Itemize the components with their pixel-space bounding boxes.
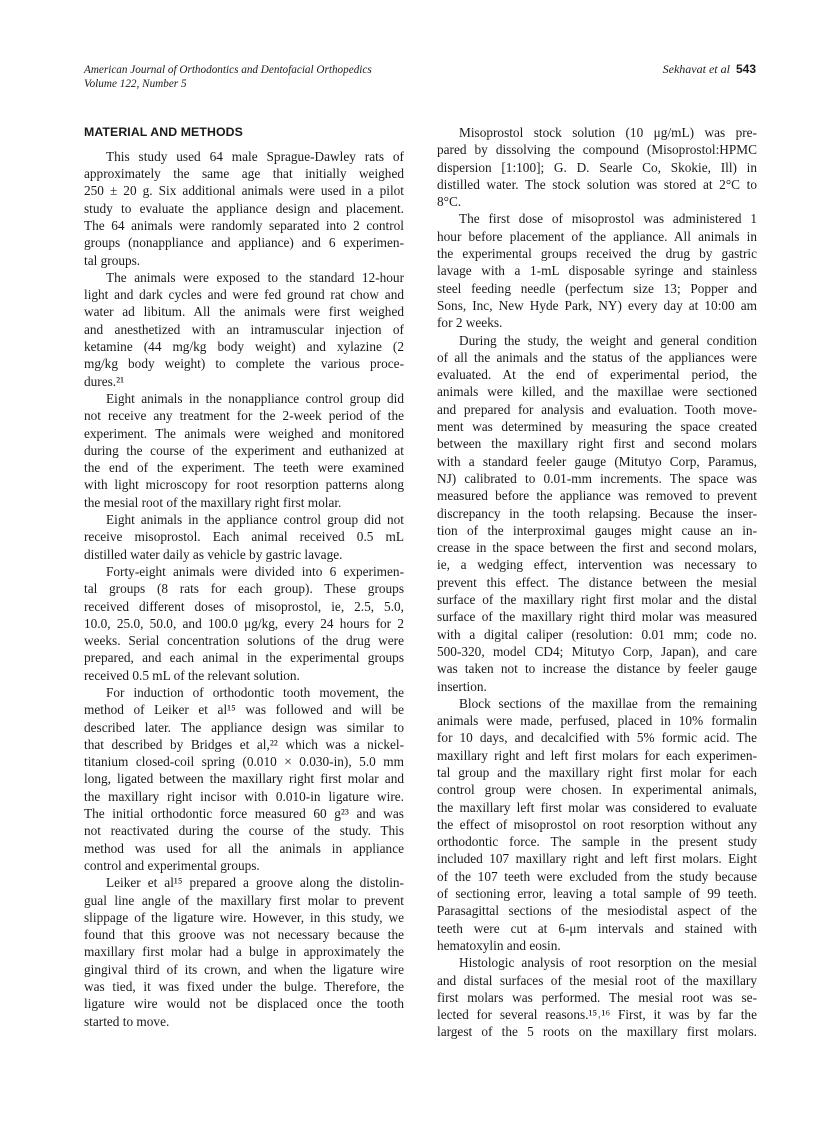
text-line: discrepancy in the tooth relapsing. Because the inser- (437, 505, 757, 521)
text-line: crease in the space between the first and second molars, (437, 540, 757, 556)
text-line: insertion. (437, 678, 487, 694)
text-line: with a standard feeler gauge (Mitutyo Corp, Paramus, (437, 453, 757, 469)
text-line: dispersion [1:100]; G. D. Searle Co, Skokie, Ill) in (437, 159, 757, 175)
text-line: with a digital caliper (resolution: 0.01 mm; code no. (437, 626, 757, 642)
text-line: Histologic analysis of root resorption on the mesial (459, 955, 757, 971)
text-line: tal groups (8 rats for each group). These groups (84, 581, 404, 597)
text-line: the end of the experiment. The teeth were examined (84, 460, 404, 476)
text-line: approximately the same age that initially weighed (84, 166, 404, 182)
paragraph (84, 684, 404, 874)
text-line: The initial orthodontic force measured 60 g²³ and was (84, 806, 404, 822)
text-line: measured before the appliance was removed to prevent (437, 488, 757, 504)
page-number: 543 (735, 62, 756, 76)
text-line: the maxillary right incisor with 0.010-in ligature wire. (84, 788, 404, 804)
text-line: lavage with a 1-mL disposable syringe and stainless (437, 263, 757, 279)
text-line: long, ligated between the maxillary right first molar and (84, 771, 404, 787)
text-line: between the maxillary right first and second molars (437, 436, 757, 452)
running-header-left (84, 63, 372, 91)
text-line: of all the animals and the status of the appliances were (437, 349, 757, 365)
right-column (437, 124, 757, 1041)
running-header-right (663, 62, 756, 76)
paragraph (84, 148, 404, 269)
text-line: mg/kg body weight) to complete the various proce- (84, 356, 404, 372)
text-line: that described by Bridges et al,²² which was a nickel- (84, 736, 404, 752)
text-line: for 2 weeks. (437, 315, 503, 331)
journal-volume: Volume 122, Number 5 (84, 78, 187, 90)
text-line: animals were killed, and the maxillae were sectioned (437, 384, 757, 400)
text-line: Eight animals in the appliance control group did not (106, 512, 404, 528)
text-line: not reactivated during the course of the study. This (84, 823, 404, 839)
text-line: the mesial root of the maxillary right first molar. (84, 494, 342, 510)
text-line: study to evaluate the appliance design and placement. (84, 200, 404, 216)
text-line: and anesthetized with an intramuscular injection of (84, 321, 404, 337)
text-line: tion of the interproximal gauges might cause an in- (437, 522, 757, 538)
text-line: the effect of misoprostol on root resorption without any (437, 816, 757, 832)
text-line: and distal surfaces of the mesial root of the maxillary (437, 972, 757, 988)
text-line: water ad libitum. All the animals were first weighed (84, 304, 404, 320)
text-line: prepared, and each animal in the experimental groups (84, 650, 404, 666)
text-line: surface of the maxillary right first molar and the distal (437, 592, 757, 608)
text-line: the experimental groups received the drug by gastric (437, 246, 757, 262)
text-line: ligature wire would not be displaced once the tooth (84, 996, 404, 1012)
paragraph (84, 874, 404, 1030)
text-line: weeks. Serial concentration solutions of the drug were (84, 633, 404, 649)
text-line: slippage of the ligature wire. However, in this study, we (84, 909, 404, 925)
text-line: For induction of orthodontic tooth movement, the (106, 685, 404, 700)
text-line: Forty-eight animals were divided into 6 experimen- (106, 563, 404, 579)
paragraph (84, 563, 404, 684)
text-line: Block sections of the maxillae from the remaining (459, 695, 757, 711)
text-line: gual line angle of the maxillary first molar to prevent (84, 892, 404, 908)
text-line: Misoprostol stock solution (10 μg/mL) was pre- (459, 125, 757, 140)
text-line: orthodontic force. The sample in the present study (437, 834, 757, 850)
text-line: tal groups. (84, 252, 141, 268)
text-line: with light microscopy for root resorption patterns along (84, 477, 404, 493)
text-line: lected for several reasons.¹⁵˒¹⁶ First, it was by far the (437, 1007, 757, 1023)
text-line: 10.0, 25.0, 50.0, and 100.0 μg/kg, every 24 hours for 2 (84, 615, 404, 631)
text-line: During the study, the weight and general condition (459, 332, 757, 348)
text-line: maxillary first molar had a bulge in approximately the (84, 944, 404, 960)
text-line: during the course of the experiment and euthanized at (84, 442, 404, 458)
paragraph (437, 332, 757, 695)
text-line: ketamine (44 mg/kg body weight) and xylazine (2 (84, 339, 404, 355)
text-line: This study used 64 male Sprague-Dawley rats of (106, 148, 404, 164)
text-line: steel feeding needle (perfectum size 13; Popper and (437, 280, 757, 296)
text-line: dures.²¹ (84, 373, 125, 389)
paragraph (437, 124, 757, 210)
paragraph (437, 954, 757, 1040)
text-line: included 107 maxillary right and left first molars. Eight (437, 851, 757, 867)
text-line: surface of the maxillary right third molar was measured (437, 609, 757, 625)
text-line: and prepared for analysis and evaluation. Tooth move- (437, 401, 757, 417)
text-line: The first dose of misoprostol was administered 1 (459, 211, 757, 227)
text-line: found that this groove was not necessary because the (84, 927, 404, 943)
running-authors: Sekhavat et al (662, 62, 730, 76)
text-line: control group were chosen. In experimental animals, (437, 782, 757, 798)
text-line: The animals were exposed to the standard 12-hour (106, 269, 404, 285)
text-line: largest of the 5 roots on the maxillary first molars. (437, 1024, 757, 1040)
text-line: distilled water daily as vehicle by gastric lavage. (84, 546, 343, 562)
text-line: Leiker et al¹⁵ prepared a groove along the distolin- (106, 875, 404, 891)
text-line: not receive any treatment for the 2-week period of the (84, 408, 404, 424)
text-line: 8°C. (437, 194, 462, 210)
text-line: pared by dissolving the compound (Misoprostol:HPMC (437, 142, 757, 158)
text-line: 250 ± 20 g. Six additional animals were used in a pilot (84, 183, 404, 199)
text-line: maxillary right and left first molars for each experimen- (437, 747, 757, 763)
text-line: Parasagittal sections of the mesiodistal aspect of the (437, 903, 757, 919)
text-line: NJ) calibrated to 0.01-mm increments. The space was (437, 470, 757, 486)
text-line: described later. The appliance design was similar to (84, 719, 404, 735)
text-line: for 10 days, and decalcified with 5% formic acid. The (437, 730, 757, 746)
text-line: animals were made, perfused, placed in 10% formalin (437, 713, 757, 729)
text-line: ment was determined by measuring the space created (437, 419, 757, 435)
text-line: prevent this effect. The distance between the mesial (437, 574, 757, 590)
text-line: was taken not to increase the distance by feeler gauge (437, 661, 757, 677)
text-line: received 0.5 mL of the relevant solution. (84, 667, 300, 683)
text-line: hematoxylin and eosin. (437, 937, 561, 953)
text-line: method of Leiker et al¹⁵ was followed and will be (84, 702, 404, 718)
text-line: 500-320, model CD4; Mitutyo Corp, Japan), and care (437, 643, 757, 659)
text-line: The 64 animals were randomly separated into 2 control (84, 217, 404, 233)
journal-title: American Journal of Orthodontics and Dentofacial Orthopedics (84, 64, 372, 76)
paragraph (84, 390, 404, 511)
text-line: experiment. The animals were weighed and monitored (84, 425, 404, 441)
text-line: hour before placement of the appliance. All animals in (437, 228, 757, 244)
text-line: started to move. (84, 1013, 170, 1029)
text-line: Eight animals in the nonappliance control group did (106, 390, 404, 406)
paragraph (84, 269, 404, 390)
text-line: titanium closed-coil spring (0.010 × 0.030-in), 5.0 mm (84, 754, 404, 770)
section-heading: MATERIAL AND METHODS (84, 125, 243, 139)
text-line: distilled water. The stock solution was stored at 2°C to (437, 176, 757, 192)
text-line: evaluated. At the end of experimental period, the (437, 367, 757, 383)
text-line: Sons, Inc, New Hyde Park, NY) every day at 10:00 am (437, 297, 757, 313)
text-line: groups (nonappliance and appliance) and 6 experimen- (84, 235, 404, 251)
text-line: tal group and the maxillary right first molar for each (437, 764, 757, 780)
text-line: teeth were cut at 6-μm intervals and stained with (437, 920, 757, 936)
text-line: gingival third of its crown, and when the ligature wire (84, 961, 404, 977)
paragraph (437, 695, 757, 954)
text-line: first molars was performed. The mesial root was se- (437, 989, 757, 1005)
text-line: the maxillary left first molar was considered to evaluate (437, 799, 757, 815)
text-line: received different doses of misoprostol, ie, 2.5, 5.0, (84, 598, 404, 614)
text-line: was tied, it was fixed under the bulge. Therefore, the (84, 979, 404, 995)
text-line: ie, a wedging effect, intervention was necessary to (437, 557, 757, 573)
text-line: receive misoprostol. Each animal received 0.5 mL (84, 529, 404, 545)
text-line: control and experimental groups. (84, 857, 260, 873)
text-line: of sectioning error, leaving a total sample of 99 teeth. (437, 886, 757, 902)
text-line: of the 107 teeth were excluded from the study because (437, 868, 757, 884)
paragraph (437, 210, 757, 331)
text-line: light and dark cycles and were fed ground rat chow and (84, 287, 404, 303)
paragraph (84, 511, 404, 563)
left-column (84, 124, 404, 1030)
text-line: method was used for all the animals in appliance (84, 840, 404, 856)
